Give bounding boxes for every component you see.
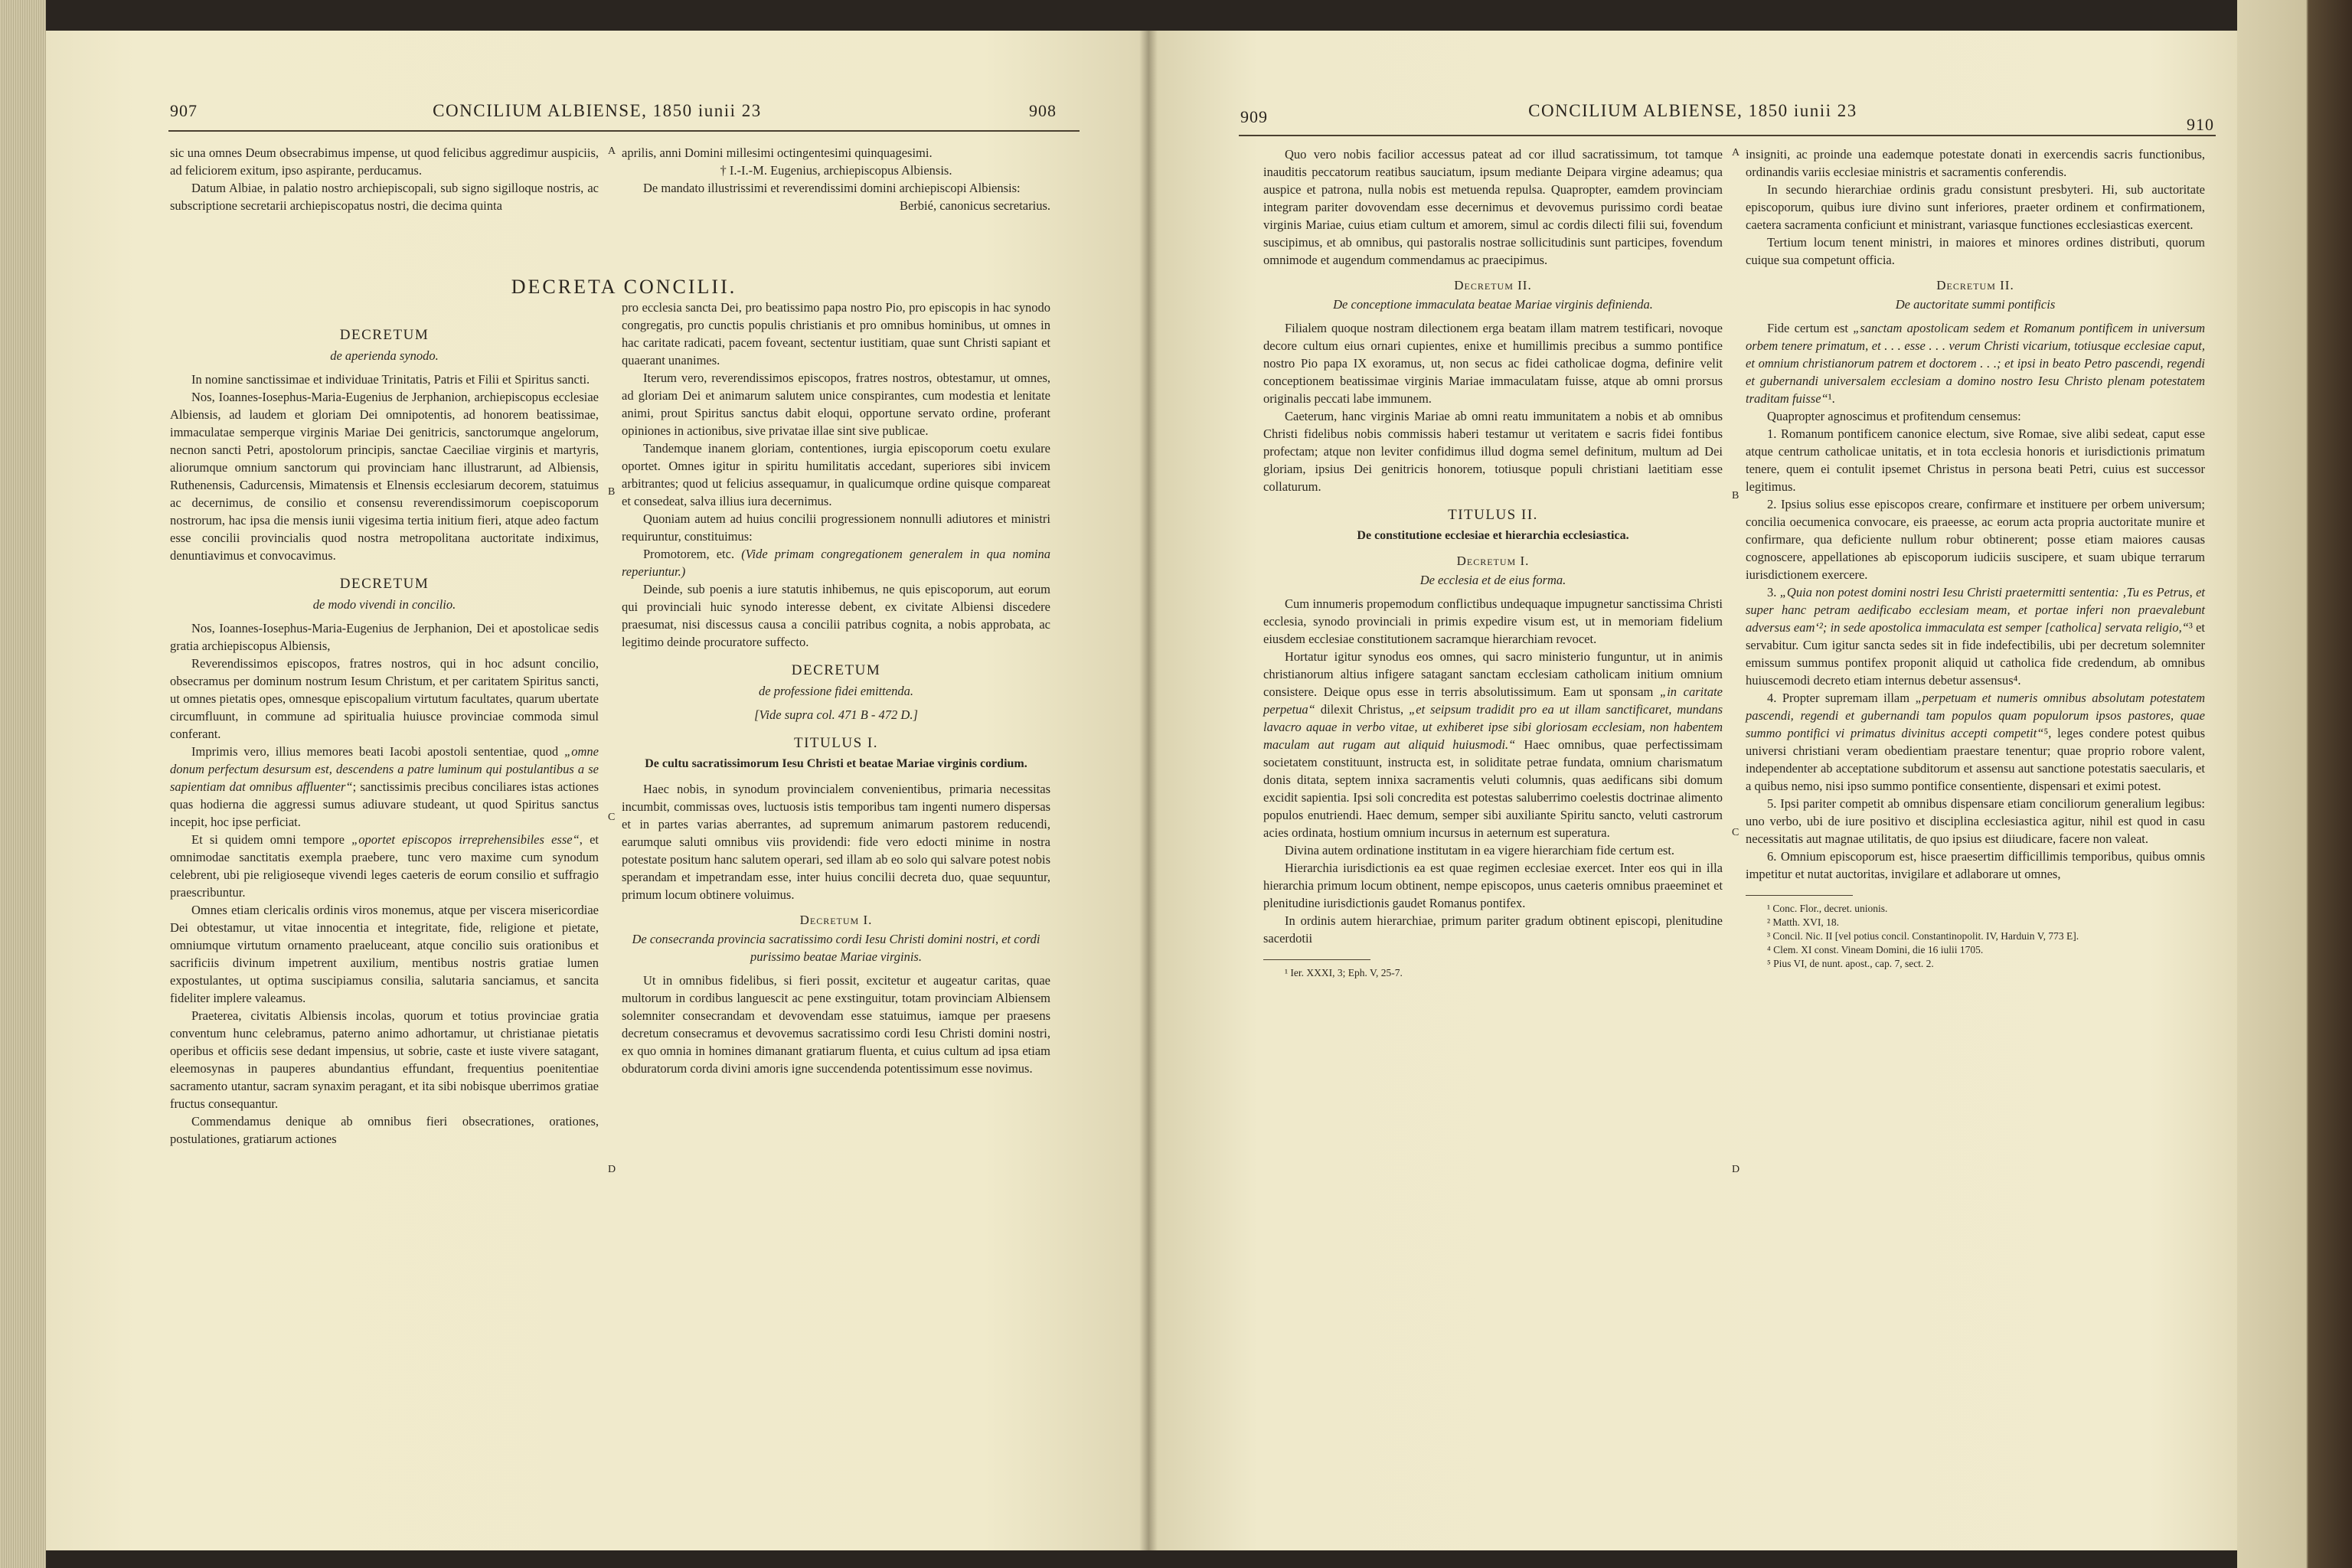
left-top-col-a	[170, 144, 599, 214]
text: Hortatur igitur synodus eos omnes, qui sacro ministerio funguntur, ut in animis christianorum altius infigere satagant sanctam ecclesiam catholicam initium omnium consistere. Deique opus esse in terris absolutissimum. Eam ut sponsam	[1263, 649, 1723, 699]
footnote: ¹ Ier. XXXI, 3; Eph. V, 25-7.	[1285, 967, 1403, 978]
paragraph: Commendamus denique ab omnibus fieri obsecrationes, orationes, postulationes, gratiarum actiones	[170, 1114, 599, 1146]
text: Fide certum est	[1767, 321, 1854, 335]
paragraph: De mandato illustrissimi et reverendissimi domini archiepiscopi Albiensis:	[643, 181, 1021, 195]
margin-letter: A	[1732, 147, 1740, 158]
paragraph: Datum Albiae, in palatio nostro archiepiscopali, sub signo sigilloque nostris, ac subscriptione secretarii archiepiscopatus nostri, die decima quinta	[170, 181, 599, 213]
paragraph	[1746, 583, 2205, 689]
text: ⁵, leges condere potest quibus universi christiani veram obedientiam praestare tenentur; quae proprio robore valent, independenter ab acceptatione subditorum et assensu aut sanctione potestatis saecularis, et a quibus nemo, nisi ipso summo pontifice consentiente, dispensari et eximi potest.	[1746, 726, 2205, 793]
paragraph: Divina autem ordinatione institutam in ea vigere hierarchiam fide certum est.	[1285, 843, 1675, 858]
footnote: ² Matth. XVI, 18.	[1767, 916, 1840, 928]
italic-note: (Vide primam congregationem generalem in qua nomina reperiuntur.)	[622, 547, 1050, 579]
decree-heading: Decretum II.	[1454, 278, 1532, 292]
paragraph: Ut in omnibus fidelibus, si fieri possit, excitetur et augeatur caritas, quae multorum in cordibus languescit ac pene exstinguitur, totam provinciam Albiensem solemniter consecrandam et devovendam esse statuimus, iamque per praesens decretum consecramus et devovemus sacratissimo cordi Iesu Christi domini nostri, ex quo omnia in homines dimanant gratiarum fluenta, et cuius cultum ad ipsa etiam obduratorum corda divini amoris igne succendenda potentissimum esse novimus.	[622, 973, 1050, 1076]
decree-subtitle: de modo vivendi in concilio.	[312, 597, 456, 612]
text: dilexit Christus,	[1315, 702, 1410, 717]
margin-letter: B	[1732, 490, 1740, 501]
page-number: 908	[1029, 101, 1057, 120]
title-heading: TITULUS II.	[1448, 507, 1538, 523]
paragraph: In ordinis autem hierarchiae, primum pariter gradum obtinent episcopi, plenitudine sacerdotii	[1263, 913, 1723, 946]
text: 3.	[1767, 585, 1780, 599]
footnote: ¹ Conc. Flor., decret. unionis.	[1767, 903, 1888, 914]
paragraph	[170, 743, 599, 831]
right-page	[1148, 31, 2237, 1550]
title-subject: De constitutione ecclesiae et hierarchia ecclesiastica.	[1357, 529, 1629, 542]
paragraph: 6. Omnium episcoporum est, hisce praesertim difficillimis temporibus, quibus omnis impetitur et nutat auctoritas, invigilare et adlaborare ut omnes,	[1746, 849, 2205, 881]
margin-letter: C	[1732, 827, 1740, 838]
paragraph	[170, 831, 599, 901]
book-page-edges-right	[2237, 0, 2352, 1568]
text: Imprimis vero, illius memores beati Iacobi apostoli sententiae, quod	[191, 744, 565, 759]
italic-quote: „Quia non potest domini nostri Iesu Christi praetermitti sententia: ‚Tu es Petrus, et super hanc petram aedificabo ecclesiam meam, et portae inferi non praevalebunt adversus eam‘²; in sede apostolica immaculata est semper [catholica] servata religio,“	[1746, 585, 2205, 635]
paragraph: Deinde, sub poenis a iure statutis inhibemus, ne quis episcoporum, aut eorum qui provinciali huic synodo interesse debent, ex civitate Albiensi discedere praesumat, nisi discessus causa a concilii patribus cognita, a nobis approbata, ac legitimo deinde procuratore suffecto.	[622, 582, 1050, 649]
paragraph: Quo vero nobis facilior accessus pateat ad cor illud sacratissimum, tot tamque inauditis peccatorum reatibus sauciatum, ipsum mediante Deipara virgine adeamus; qua auspice et patrona, nulla nobis est metuenda repulsa. Quapropter, eamdem provinciam integram pariter dovovendam esse decernimus et devovemus purissimo cordi beatae virginis Mariae, cuius etiam cultum et amorem, simul ac cordis dilecti filii sui, fovendum suscipimus, et ab omnibus, qui pastoralis nostrae sollicitudinis sunt participes, fovendum omnimode et augendum commendamus ac praecipimus.	[1263, 147, 1723, 267]
text: , et omnimodae sanctitatis exempla praebere, tunc vero maxime cum synodum celebrent, ubi pie religioseque vivendi leges caeteris de eorum consilio et suffragio praescribuntur.	[170, 832, 599, 900]
text: ¹.	[1828, 391, 1835, 406]
italic-quote: „et seipsum tradidit pro ea ut illam sanctificaret, mundans lavacro aquae in verbo vitae, ut exhiberet ipse sibi gloriosam ecclesiam, non habentem maculam aut rugam aut aliquid huiusmodi.“	[1263, 702, 1723, 752]
text: ³ et servabitur. Cum igitur sancta sedes sit in fide indefectibilis, ubi per decretum solemniter emissum summus pontifex proponit aliquid ut catholica fide credendum, ab omnibus huiuscemodi decreto etiam internus debetur assensus⁴.	[1746, 620, 2205, 688]
footnote-rule	[1263, 959, 1370, 960]
decree-heading: DECRETUM	[791, 662, 881, 678]
paragraph: Quapropter agnoscimus et profitendum censemus:	[1767, 409, 2021, 423]
margin-letter: B	[608, 486, 616, 498]
title-subject: De cultu sacratissimorum Iesu Christi et beatae Mariae virginis cordium.	[645, 757, 1027, 770]
paragraph: Cum innumeris propemodum conflictibus undequaque impugnetur sanctissima Christi ecclesia, synodo provinciali in primis expedire visum est, ut in memoriam fidelium eiusdem ecclesiae constitutionem sacramque hierarchiam revocet.	[1263, 596, 1723, 646]
right-running-head	[1148, 70, 2237, 134]
paragraph: Quoniam autem ad huius concilii progressionem nonnulli adiutores et ministri requiruntur, constituimus:	[622, 511, 1050, 544]
italic-quote: „sanctam apostolicam sedem et Romanum pontificem in universum orbem tenere primatum, et . . . esse . . . verum Christi vicarium, totiusque ecclesiae caput, et omnium christianorum patrem et doctorem . . .; et ipsi in beato Petro pascendi, regendi et gubernandi universalem ecclesiam a domino nostro Iesu Christo plenam potestatem traditam fuisse“	[1746, 321, 2205, 406]
paragraph: Hierarchia iurisdictionis ea est quae regimen ecclesiae exercet. Inter eos qui in illa hierarchia primum locum obtinent, nempe episcopos, unus caeteris omnibus praeeminet et plenitudine iurisdictionis gaudet Romanus pontifex.	[1263, 861, 1723, 910]
paragraph: aprilis, anni Domini millesimi octingentesimi quinquagesimi.	[622, 145, 933, 160]
paragraph: 1. Romanum pontificem canonice electum, sive Romae, sive alibi sedeat, caput esse atque centrum catholicae unitatis, et in tota ecclesia honoris et iurisdictionis primatum tenere, quem ei contulit ipsemet Christus in persona beati Petri, cuius est successor legitimus.	[1746, 426, 2205, 494]
margin-letter: C	[608, 812, 616, 823]
italic-quote: „oportet episcopos irreprehensibiles esse“	[351, 832, 580, 847]
paragraph: Omnes etiam clericalis ordinis viros monemus, atque per viscera misericordiae Dei obtestamur, ut vitae innocentia et integritate, fide, religione et pietate, omniumque virtutum ornamento praeluceant, atque concilio suis orationibus et sacrificiis divinum impetrent auxilium, mentibus nostris gratiae lumen expostulantes, ut optima suscipiamus consilia, salutaria sanciamus, et sancita fideliter implere valeamus.	[170, 903, 599, 1005]
header-rule	[1239, 135, 2216, 136]
italic-quote: „perpetuam et numeris omnibus absolutam potestatem pascendi, regendi et gubernandi tam populos quam populorum ipsos pastores, quae summo pontifici vi primatus divinitus accepti competit“	[1746, 691, 2206, 740]
title-heading: TITULUS I.	[794, 735, 878, 751]
paragraph: Tandemque inanem gloriam, contentiones, iurgia episcoporum coetu exulare oportet. Omnes igitur in spiritu humilitatis accedant, superiores sibi invicem arbitrantes; quod ut felicius assequamur, in qualicumque ordine quisque compareat et consedeat, salva illius iura decernimus.	[622, 441, 1050, 508]
paragraph: Nos, Ioannes-Iosephus-Maria-Eugenius de Jerphanion, archiepiscopus ecclesiae Albiensis, ad laudem et gloriam Dei omnipotentis, ad honorem beatissimae, immaculatae semperque virginis Mariae Dei genitricis, sanctorumque angelorum, necnon sancti Petri, apostolorum principis, sanctae Caeciliae virginis et martyris, aliorumque omnium sanctorum qui provinciam hanc illustrarunt, ad Albiensis, Ruthenensis, Cadurcensis, Mimatensis et Elnensis ecclesiarum decorem, statuimus ac decernimus, de consilio et consensu reverendissimorum coepiscoporum nostrorum, hac ipsa die mensis iunii vigesima tertia initium fieri, atque adeo factum esse concilii provincialis quod nostra metropolitana auctoritate indiximus, denuntiavimus et convocavimus.	[170, 390, 599, 563]
paragraph: sic una omnes Deum obsecrabimus impense, ut quod felicibus aggredimur auspiciis, ad feliciorem exitum, ipso aspirante, perducamus.	[170, 145, 599, 178]
margin-letter: D	[608, 1164, 616, 1175]
paragraph	[622, 545, 1050, 580]
right-column-1	[1263, 145, 1723, 980]
book-gutter	[1139, 31, 1158, 1550]
text: Promotorem, etc.	[643, 547, 742, 561]
text: 4. Propter supremam illam	[1767, 691, 1916, 705]
paragraph: In nomine sanctissimae et individuae Trinitatis, Patris et Filii et Spiritus sancti.	[191, 372, 590, 387]
paragraph: 2. Ipsius solius esse episcopos creare, confirmare et instituere per orbem universum; concilia oecumenica convocare, eis praeesse, ac eorum acta propria auctoritate munire et confirmare, qua deficiente nullum robur obtinerent; posse etiam maiores causas cognoscere, appellationes ab episcoporum iudiciis suscipere, et suam ubique terrarum iurisdictionem exercere.	[1746, 497, 2205, 582]
paragraph: Reverendissimos episcopos, fratres nostros, qui in hoc adsunt concilio, obsecramus per dominum nostrum Iesum Christum, et per caritatem Spiritus sancti, ut omnes pietatis opes, omnesque episcopalium virtutum facultates, quarum ubertate circumfluunt, in commune ad spiritualia huiusce provinciae commoda simul conferant.	[170, 656, 599, 741]
text: Haec omnibus, quae perfectissimam societatem constituunt, instructa est, in soliditate petrae fundata, omnium charismatum donis ditata, septem innixa sacramentis veluti columnis, quas aedificans sibi domum excidit sapientia. Ipsi soli concredita est potestas saluberrimo coelestis doctrinae alimento populos enutriendi. Haec demum, semper sibi auxiliante Spiritu sancto, veluti castrorum acies ordinata, hostium omnium incursus in aeternum est superatura.	[1263, 737, 1723, 840]
left-page	[46, 31, 1148, 1550]
paragraph: In secundo hierarchiae ordinis gradu consistunt presbyteri. Hi, sub auctoritate episcoporum, quibus iure divino sunt inferiores, praeter ordinem et confirmationem, caetera sacramenta conficiunt et ministrant, variasque functiones ecclesiasticas exercent.	[1746, 182, 2205, 232]
paragraph	[1746, 319, 2205, 407]
paragraph	[1746, 689, 2205, 795]
page-number: 907	[170, 101, 198, 120]
left-column-1	[170, 315, 599, 1148]
decree-heading: DECRETUM	[339, 576, 430, 592]
decree-heading: Decretum II.	[1936, 278, 2014, 292]
paragraph: Praeterea, civitatis Albiensis incolas, quorum et totius provinciae gratia conventum hunc celebramus, paterno animo adhortamur, ut christianae pietatis operibus et officiis sese dedant impensius, ut sobrie, caste et iuste vivere satagant, eleemosynas in pauperes abundantius effundant, frequentius poenitentiae sacramento utantur, sacram synaxim peragant, et ita sibi nobisque uberrimos gratiae fructus consequantur.	[170, 1008, 599, 1111]
margin-letter: D	[1732, 1164, 1740, 1175]
footnote: ³ Concil. Nic. II [vel potius concil. Constantinopolit. IV, Harduin V, 773 E].	[1767, 930, 2079, 942]
book-page-edges-left	[0, 0, 46, 1568]
decree-subtitle: De auctoritate summi pontificis	[1895, 297, 2056, 312]
paragraph: Caeterum, hanc virginis Mariae ab omni reatu immunitatem a nobis et ab omnibus Christi fidelibus nobis commissis haberi testamur ut veritatem e sacris fidei fontibus profectam; atque non leviter confidimus illud dogma semel definitum, multum ad Dei gloriam, ipsius Dei genitricis honorem, totiusque populi christiani laetitiam esse collaturum.	[1263, 409, 1723, 494]
decreta-title: DECRETA CONCILII.	[511, 276, 737, 298]
footnote: ⁵ Pius VI, de nunt. apost., cap. 7, sect. 2.	[1767, 958, 1934, 969]
paragraph: insigniti, ac proinde una eademque potestate donati in exercendis sacris functionibus, ordinandis variis ecclesiae ministris et sacramentis conferendis.	[1746, 147, 2205, 179]
text: ; sanctissimis precibus conciliares istas actiones quas hodierna die aggressi sumus adiuvare studeant, ut quod Spiritus sanctus incepit, hoc ipse perficiat.	[170, 779, 599, 829]
decree-heading: Decretum I.	[799, 913, 873, 927]
paragraph: Nos, Ioannes-Iosephus-Maria-Eugenius de Jerphanion, Dei et apostolicae sedis gratia archiepiscopus Albiensis,	[170, 621, 599, 653]
left-top-col-b	[622, 144, 1050, 214]
footnote-rule	[1746, 895, 1853, 896]
decree-heading: DECRETUM	[339, 327, 430, 343]
paragraph: Iterum vero, reverendissimos episcopos, fratres nostros, obtestamur, ut omnes, ad gloriam Dei et animarum salutem unice conspirantes, cum modestia et lenitate animi, prout Spiritus sanctus dabit eloqui, opportune servato ordine, proferant opiniones in actionibus, sive privatae illae sint sive publicae.	[622, 371, 1050, 438]
cross-reference: [Vide supra col. 471 B - 472 D.]	[754, 707, 918, 722]
paragraph: Haec nobis, in synodum provincialem convenientibus, primaria necessitas incumbit, commissas oves, luctuosis istis temporibus tam ingenti numero dispersas et in partes varias aberrantes, ad supremum animarum pastorem reducendi, earumque saluti omnibus viis providendi: fide vero edocti minime in nostra potestate positum hanc salutem operari, sed illam ab eo solo qui salvare potest nobis sperandam et impetrandam esse, inter huius concilii decreta duo, quae sequuntur, primum locum obtinere voluimus.	[622, 782, 1050, 902]
left-column-2	[622, 299, 1050, 1077]
decree-subtitle: de aperienda synodo.	[330, 348, 439, 363]
footnote: ⁴ Clem. XI const. Vineam Domini, die 16 iulii 1705.	[1767, 944, 1984, 956]
decree-heading: Decretum I.	[1456, 554, 1530, 568]
paragraph	[1263, 648, 1723, 841]
paragraph: 5. Ipsi pariter competit ab omnibus dispensare etiam conciliorum generalium legibus: uno verbo, ubi de iure positivo et disciplina ecclesiastica agitur, nihil est quod in casu necessitatis aut magnae utilitatis, de quo ipsius est diiudicare, facere non valeat.	[1746, 796, 2205, 846]
decree-subtitle: de professione fidei emittenda.	[759, 684, 913, 698]
right-column-2	[1746, 145, 2205, 971]
text: Et si quidem omni tempore	[191, 832, 352, 847]
decree-subtitle: De consecranda provincia sacratissimo cordi Iesu Christi domini nostri, et cordi purissimo beatae Mariae virginis.	[632, 932, 1040, 964]
italic-quote: „omne donum perfectum desursum est, descendens a patre luminum qui postulantibus a se sapientiam dat omnibus affluenter“	[170, 744, 599, 794]
decree-subtitle: De ecclesia et de eius forma.	[1419, 573, 1566, 587]
signature: † I.-I.-M. Eugenius, archiepiscopus Albiensis.	[720, 163, 952, 178]
paragraph: pro ecclesia sancta Dei, pro beatissimo papa nostro Pio, pro episcopis in hac synodo congregatis, pro cunctis populis christianis et pro omnibus hominibus, ut omnes in hac caritate radicati, pacem foveant, sectentur iustitiam, quae sunt Christi sapiant et quaerant unanimes.	[622, 300, 1050, 368]
paragraph: Tertium locum tenent ministri, in maiores et minores ordines distributi, quorum cuique sua competunt officia.	[1746, 235, 2205, 267]
paragraph: Filialem quoque nostram dilectionem erga beatam illam matrem testificari, novoque decore cultum eius ornari cupientes, enixe et humillimis precibus a summo pontifice nostro Pio papa IX exoramus, ut, non secus ac fidei catholicae dogma, definire velit conceptionem beatissimae virginis Mariae immaculatam fuisse, atque ab omni prorsus originalis peccati labe immunem.	[1263, 321, 1723, 406]
running-title: CONCILIUM ALBIENSE, 1850 iunii 23	[1528, 101, 1857, 120]
running-title: CONCILIUM ALBIENSE, 1850 iunii 23	[433, 101, 762, 120]
header-rule	[168, 130, 1080, 132]
left-running-head	[46, 70, 1148, 120]
page-number: 909	[1240, 107, 1268, 126]
decree-subtitle: De conceptione immaculata beatae Mariae virginis definienda.	[1333, 297, 1653, 312]
margin-letter: A	[608, 145, 616, 157]
page-number: 910	[2187, 115, 2214, 134]
signature: Berbié, canonicus secretarius.	[899, 198, 1050, 213]
italic-quote: „in caritate perpetua“	[1263, 684, 1723, 717]
